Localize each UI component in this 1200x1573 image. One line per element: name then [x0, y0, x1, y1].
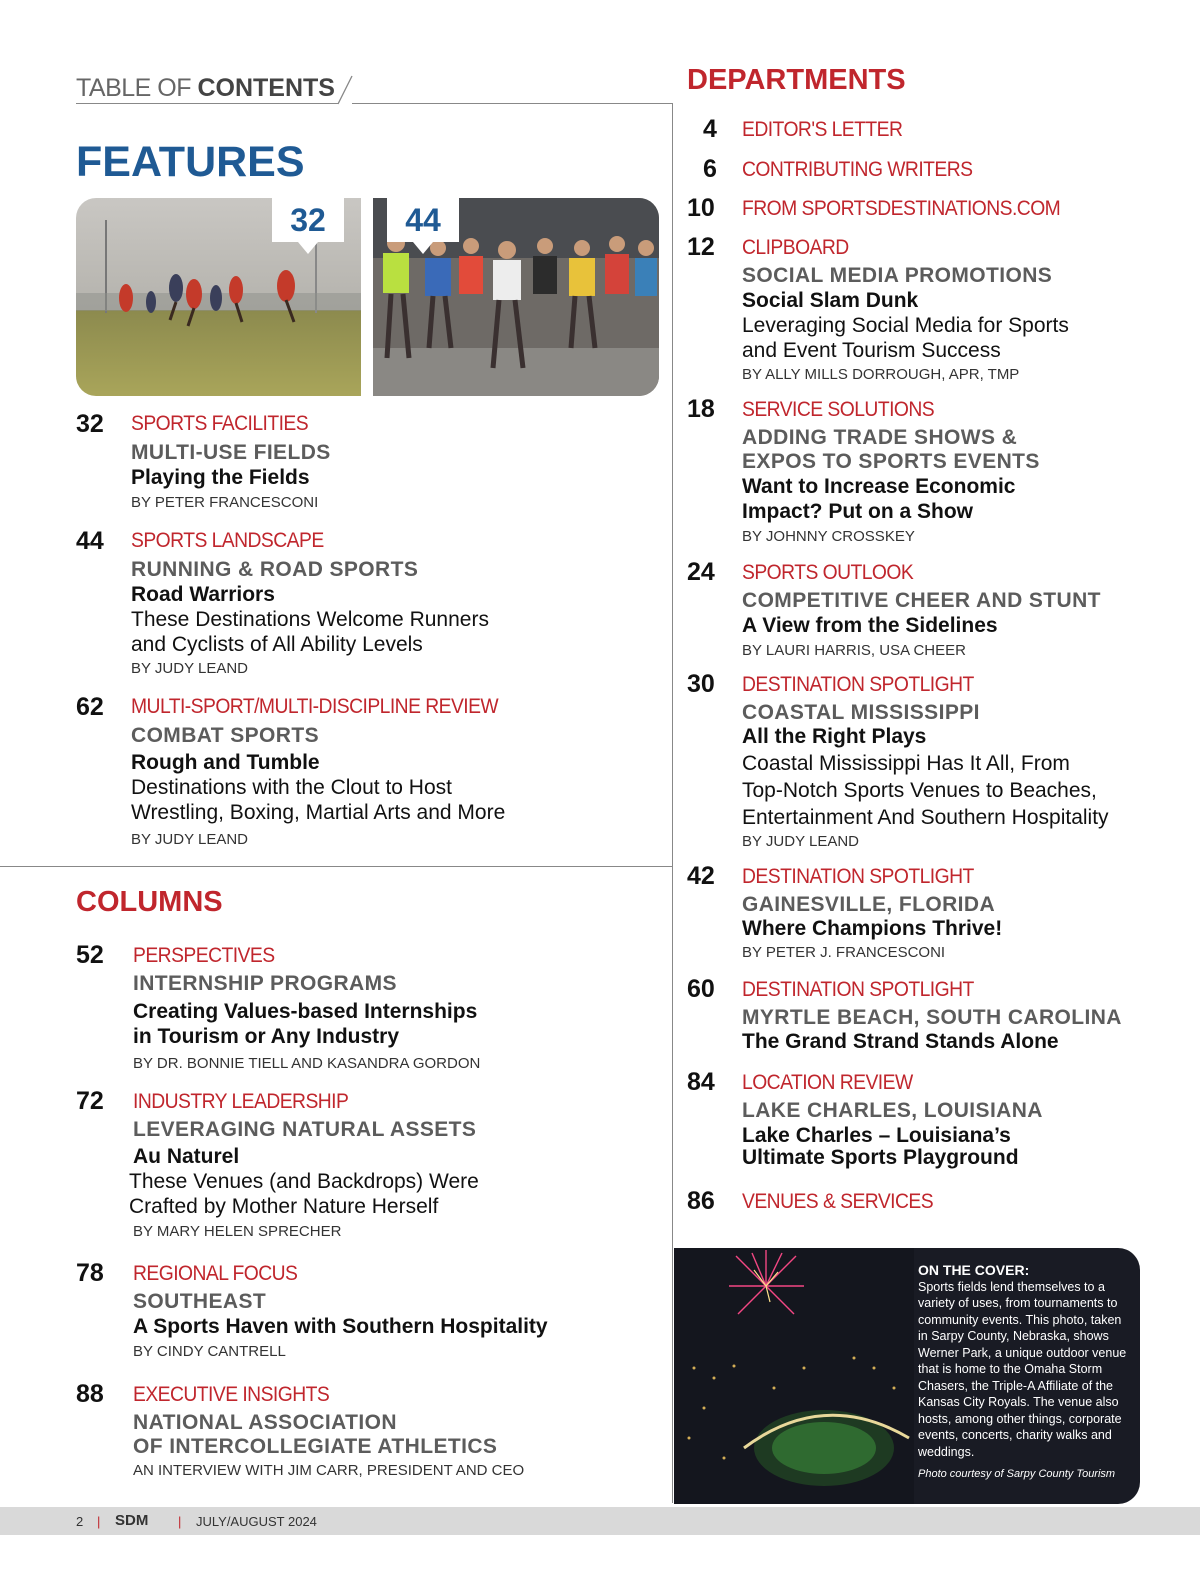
- page-number: 86: [687, 1187, 715, 1215]
- page-number: 24: [687, 558, 715, 586]
- page-number: 78: [76, 1259, 104, 1287]
- page-number: 52: [76, 941, 104, 969]
- cover-photo: [674, 1248, 914, 1504]
- page-number: 44: [76, 527, 104, 555]
- entry-dek-line1: These Venues (and Backdrops) Were: [129, 1170, 479, 1193]
- entry-title-line1: Want to Increase Economic: [742, 475, 1016, 498]
- entry-byline: BY PETER FRANCESCONI: [131, 494, 319, 511]
- dept-entry-60[interactable]: [687, 975, 1187, 1060]
- entry-dek-line1: These Destinations Welcome Runners: [131, 608, 489, 631]
- page-number: 18: [687, 395, 715, 423]
- entry-kicker: COMPETITIVE CHEER AND STUNT: [742, 589, 1101, 612]
- page-number: 10: [687, 194, 715, 222]
- entry-title-line1: Lake Charles – Louisiana’s: [742, 1124, 1011, 1147]
- entry-kicker: SOCIAL MEDIA PROMOTIONS: [742, 264, 1053, 287]
- entry-byline: BY ALLY MILLS DORROUGH, APR, TMP: [742, 366, 1020, 383]
- entry-byline: BY DR. BONNIE TIELL AND KASANDRA GORDON: [133, 1055, 481, 1072]
- column-divider: [672, 103, 673, 1503]
- departments-title: DEPARTMENTS: [687, 64, 906, 96]
- entry-category: MULTI-SPORT/MULTI-DISCIPLINE REVIEW: [131, 695, 499, 718]
- entry-byline: AN INTERVIEW WITH JIM CARR, PRESIDENT AND CEO: [133, 1462, 525, 1479]
- toc-label-light: TABLE OF: [76, 74, 192, 102]
- dept-entry-42[interactable]: [687, 862, 1187, 967]
- entry-kicker-line2: EXPOS TO SPORTS EVENTS: [742, 450, 1040, 473]
- entry-dek-line2: and Cyclists of All Ability Levels: [131, 633, 423, 656]
- dept-entry-4[interactable]: [687, 115, 1187, 145]
- feature-photo-badge-44: 44: [387, 198, 459, 242]
- toc-label-bold: CONTENTS: [197, 74, 335, 102]
- footer-separator-2: |: [178, 1514, 182, 1529]
- entry-title: Playing the Fields: [131, 466, 310, 489]
- feature-entry-44[interactable]: [76, 527, 666, 687]
- entry-title: The Grand Strand Stands Alone: [742, 1030, 1059, 1053]
- page-number: 72: [76, 1087, 104, 1115]
- entry-byline: BY JOHNNY CROSSKEY: [742, 528, 915, 545]
- entry-dek-line3: Entertainment And Southern Hospitality: [742, 806, 1109, 829]
- page-number: 4: [703, 115, 717, 143]
- feature-photo-runners: [373, 198, 659, 396]
- entry-kicker: SOUTHEAST: [133, 1290, 267, 1313]
- entry-byline: BY JUDY LEAND: [131, 831, 248, 848]
- footer-page-number: 2: [76, 1514, 84, 1529]
- cover-credit: Photo courtesy of Sarpy County Tourism: [918, 1468, 1116, 1480]
- entry-category: DESTINATION SPOTLIGHT: [742, 978, 974, 1001]
- page-number: 88: [76, 1380, 104, 1408]
- entry-kicker: MULTI-USE FIELDS: [131, 441, 331, 464]
- entry-byline: BY JUDY LEAND: [131, 660, 248, 677]
- entry-byline: BY MARY HELEN SPRECHER: [133, 1223, 342, 1240]
- entry-kicker: LAKE CHARLES, LOUISIANA: [742, 1099, 1043, 1122]
- entry-category: INDUSTRY LEADERSHIP: [133, 1090, 349, 1113]
- cover-panel: [674, 1248, 1140, 1504]
- entry-byline: BY PETER J. FRANCESCONI: [742, 944, 946, 961]
- page-number: 42: [687, 862, 715, 890]
- columns-title: COLUMNS: [76, 886, 223, 918]
- entry-dek-line2: Wrestling, Boxing, Martial Arts and More: [131, 801, 506, 824]
- footer-brand: SDM: [115, 1512, 149, 1529]
- entry-title-line2: Impact? Put on a Show: [742, 500, 974, 523]
- page-number: 62: [76, 693, 104, 721]
- entry-dek-line1: Coastal Mississippi Has It All, From: [742, 752, 1070, 775]
- entry-title-line2: Ultimate Sports Playground: [742, 1146, 1019, 1169]
- entry-byline: BY CINDY CANTRELL: [133, 1343, 286, 1360]
- page-number: 12: [687, 233, 715, 261]
- entry-title: Social Slam Dunk: [742, 289, 919, 312]
- feature-entry-32[interactable]: [76, 410, 666, 520]
- footer-separator: |: [97, 1514, 101, 1529]
- entry-title: Au Naturel: [133, 1145, 240, 1168]
- entry-dek-line1: Destinations with the Clout to Host: [131, 776, 452, 799]
- section-divider: [0, 866, 672, 867]
- entry-category: REGIONAL FOCUS: [133, 1262, 298, 1285]
- entry-title-line1: Creating Values-based Internships: [133, 1000, 478, 1023]
- dept-entry-10[interactable]: [687, 194, 1187, 224]
- features-title: FEATURES: [76, 138, 305, 186]
- entry-category: FROM SPORTSDESTINATIONS.COM: [742, 197, 1061, 220]
- entry-kicker: INTERNSHIP PROGRAMS: [133, 972, 397, 995]
- entry-category: SPORTS FACILITIES: [131, 412, 309, 435]
- column-entry-72[interactable]: [76, 1087, 666, 1247]
- entry-category: CLIPBOARD: [742, 236, 849, 259]
- entry-category: EXECUTIVE INSIGHTS: [133, 1383, 330, 1406]
- entry-kicker: LEVERAGING NATURAL ASSETS: [133, 1118, 477, 1141]
- dept-entry-12[interactable]: [687, 233, 1187, 388]
- entry-title: Road Warriors: [131, 583, 275, 606]
- entry-kicker: GAINESVILLE, FLORIDA: [742, 893, 996, 916]
- entry-kicker-line1: ADDING TRADE SHOWS &: [742, 426, 1018, 449]
- toc-underline: [76, 103, 338, 104]
- entry-title: Rough and Tumble: [131, 751, 320, 774]
- feature-entry-62[interactable]: [76, 693, 666, 853]
- entry-title: Where Champions Thrive!: [742, 917, 1003, 940]
- feature-photo-badge-32: 32: [272, 198, 344, 242]
- page-number: 30: [687, 670, 715, 698]
- dept-entry-84[interactable]: [687, 1068, 1187, 1173]
- footer-issue: JULY/AUGUST 2024: [196, 1514, 317, 1529]
- page-number: 84: [687, 1068, 715, 1096]
- entry-category: CONTRIBUTING WRITERS: [742, 158, 973, 181]
- dept-entry-18[interactable]: [687, 395, 1187, 555]
- entry-kicker: RUNNING & ROAD SPORTS: [131, 558, 419, 581]
- toc-rule-right: [352, 103, 672, 104]
- entry-title: All the Right Plays: [742, 725, 927, 748]
- entry-byline: BY JUDY LEAND: [742, 833, 859, 850]
- entry-title-line2: in Tourism or Any Industry: [133, 1025, 400, 1048]
- entry-title: A View from the Sidelines: [742, 614, 998, 637]
- entry-category: LOCATION REVIEW: [742, 1071, 913, 1094]
- cover-heading: ON THE COVER:: [918, 1262, 1030, 1278]
- entry-dek-line1: Leveraging Social Media for Sports: [742, 314, 1069, 337]
- cover-description: Sports fields lend themselves to a variety of uses, from tournaments to community events. This photo, taken in Sarpy County, Nebraska, shows Werner Park, a unique outdoor venue that is home to the Omaha Storm Chasers, the Triple-A Affiliate of the Kansas City Royals. The venue also hosts, among other things, corporate events, concerts, charity walks and weddings.: [918, 1279, 1127, 1459]
- entry-kicker: COASTAL MISSISSIPPI: [742, 701, 980, 724]
- entry-dek-line2: Crafted by Mother Nature Herself: [129, 1195, 439, 1218]
- toc-heading: [76, 74, 335, 103]
- column-entry-52[interactable]: [76, 941, 666, 1076]
- entry-kicker-line2: OF INTERCOLLEGIATE ATHLETICS: [133, 1435, 498, 1458]
- entry-category: SERVICE SOLUTIONS: [742, 398, 935, 421]
- entry-kicker: COMBAT SPORTS: [131, 724, 319, 747]
- entry-category: VENUES & SERVICES: [742, 1190, 934, 1213]
- page-number: 32: [76, 410, 104, 438]
- entry-title: A Sports Haven with Southern Hospitality: [133, 1315, 548, 1338]
- dept-entry-6[interactable]: [687, 155, 1187, 185]
- entry-category: DESTINATION SPOTLIGHT: [742, 865, 974, 888]
- entry-category: SPORTS OUTLOOK: [742, 561, 914, 584]
- toc-slash: [336, 72, 356, 106]
- page-number: 6: [703, 155, 717, 183]
- dept-entry-24[interactable]: [687, 558, 1187, 663]
- page-number: 60: [687, 975, 715, 1003]
- cover-caption: [918, 1262, 1130, 1483]
- entry-category: SPORTS LANDSCAPE: [131, 529, 324, 552]
- entry-category: EDITOR'S LETTER: [742, 118, 903, 141]
- dept-entry-30[interactable]: [687, 670, 1197, 855]
- entry-dek-line2: and Event Tourism Success: [742, 339, 1001, 362]
- entry-category: DESTINATION SPOTLIGHT: [742, 673, 974, 696]
- column-entry-88[interactable]: [76, 1380, 666, 1485]
- entry-kicker-line1: NATIONAL ASSOCIATION: [133, 1411, 397, 1434]
- feature-photo-soccer: [76, 198, 361, 396]
- column-entry-78[interactable]: [76, 1259, 666, 1364]
- entry-byline: BY LAURI HARRIS, USA CHEER: [742, 642, 966, 659]
- entry-dek-line2: Top-Notch Sports Venues to Beaches,: [742, 779, 1097, 802]
- entry-kicker: MYRTLE BEACH, SOUTH CAROLINA: [742, 1006, 1122, 1029]
- dept-entry-86[interactable]: [687, 1187, 1187, 1217]
- entry-category: PERSPECTIVES: [133, 944, 275, 967]
